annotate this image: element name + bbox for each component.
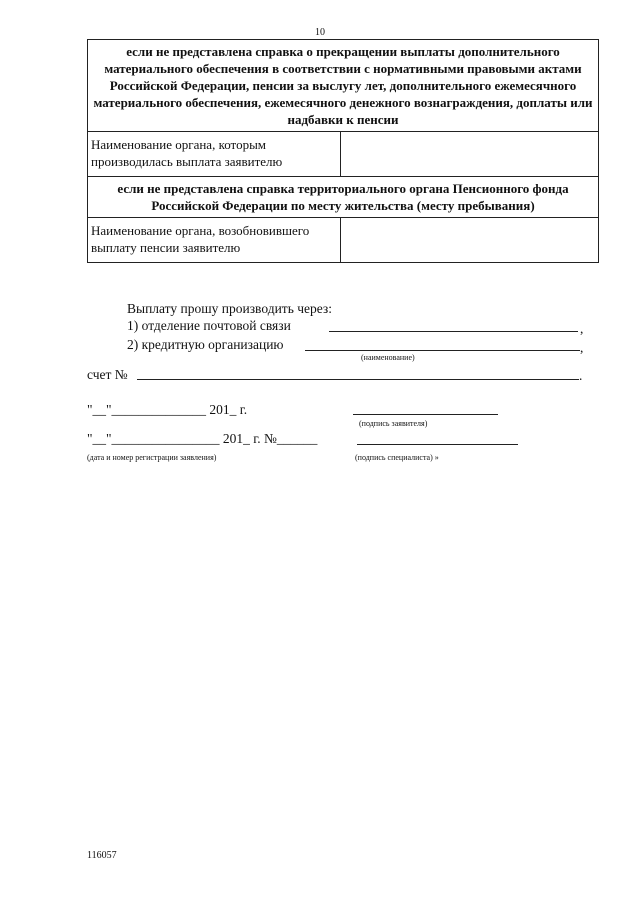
section-2-header-row	[88, 177, 599, 218]
section-2-field-label: Наименование органа, возобновившего выплату пенсии заявителю	[88, 218, 341, 263]
section-1-field-row	[88, 132, 599, 177]
post-office-line[interactable]	[329, 331, 578, 332]
footer-code: 116057	[87, 850, 117, 861]
specialist-signature-caption: (подпись специалиста) »	[355, 453, 439, 462]
credit-org-comma: ,	[580, 340, 584, 355]
post-office-comma: ,	[580, 321, 584, 336]
section-2-field-input[interactable]	[341, 218, 599, 263]
section-1-header: если не представлена справка о прекращении выплаты дополнительного материального обеспечения в соответствии с нормативными правовыми актами Российской Федерации, пенсии за выслугу лет, дополнительного ежемесячного материального обеспечения, ежемесячного денежного вознаграждения, доплаты или надбавки к пенсии	[88, 40, 599, 132]
account-line[interactable]	[137, 379, 579, 380]
specialist-signature-line[interactable]	[357, 444, 518, 445]
applicant-signature-line[interactable]	[353, 414, 498, 415]
account-label: счет №	[87, 367, 128, 382]
registration-date-line: "__"________________ 201_ г. №______	[87, 431, 318, 446]
credit-org-name-caption: (наименование)	[361, 353, 415, 362]
account-period: .	[579, 368, 583, 383]
payment-intro: Выплату прошу производить через:	[127, 301, 332, 316]
applicant-date-line: "__"______________ 201_ г.	[87, 402, 248, 417]
credit-org-line[interactable]	[305, 350, 580, 351]
registration-caption: (дата и номер регистрации заявления)	[87, 453, 217, 462]
payment-option-credit-org: 2) кредитную организацию	[127, 337, 284, 352]
section-2-header: если не представлена справка территориального органа Пенсионного фонда Российской Федерации по месту жительства (месту пребывания)	[88, 177, 599, 218]
form-table	[87, 39, 599, 263]
page-number: 10	[315, 27, 325, 38]
applicant-signature-caption: (подпись заявителя)	[359, 419, 428, 428]
section-1-field-label: Наименование органа, которым производилась выплата заявителю	[88, 132, 341, 177]
section-1-header-row	[88, 40, 599, 132]
section-2-field-row	[88, 218, 599, 263]
section-1-field-input[interactable]	[341, 132, 599, 177]
payment-option-post-office: 1) отделение почтовой связи	[127, 318, 291, 333]
